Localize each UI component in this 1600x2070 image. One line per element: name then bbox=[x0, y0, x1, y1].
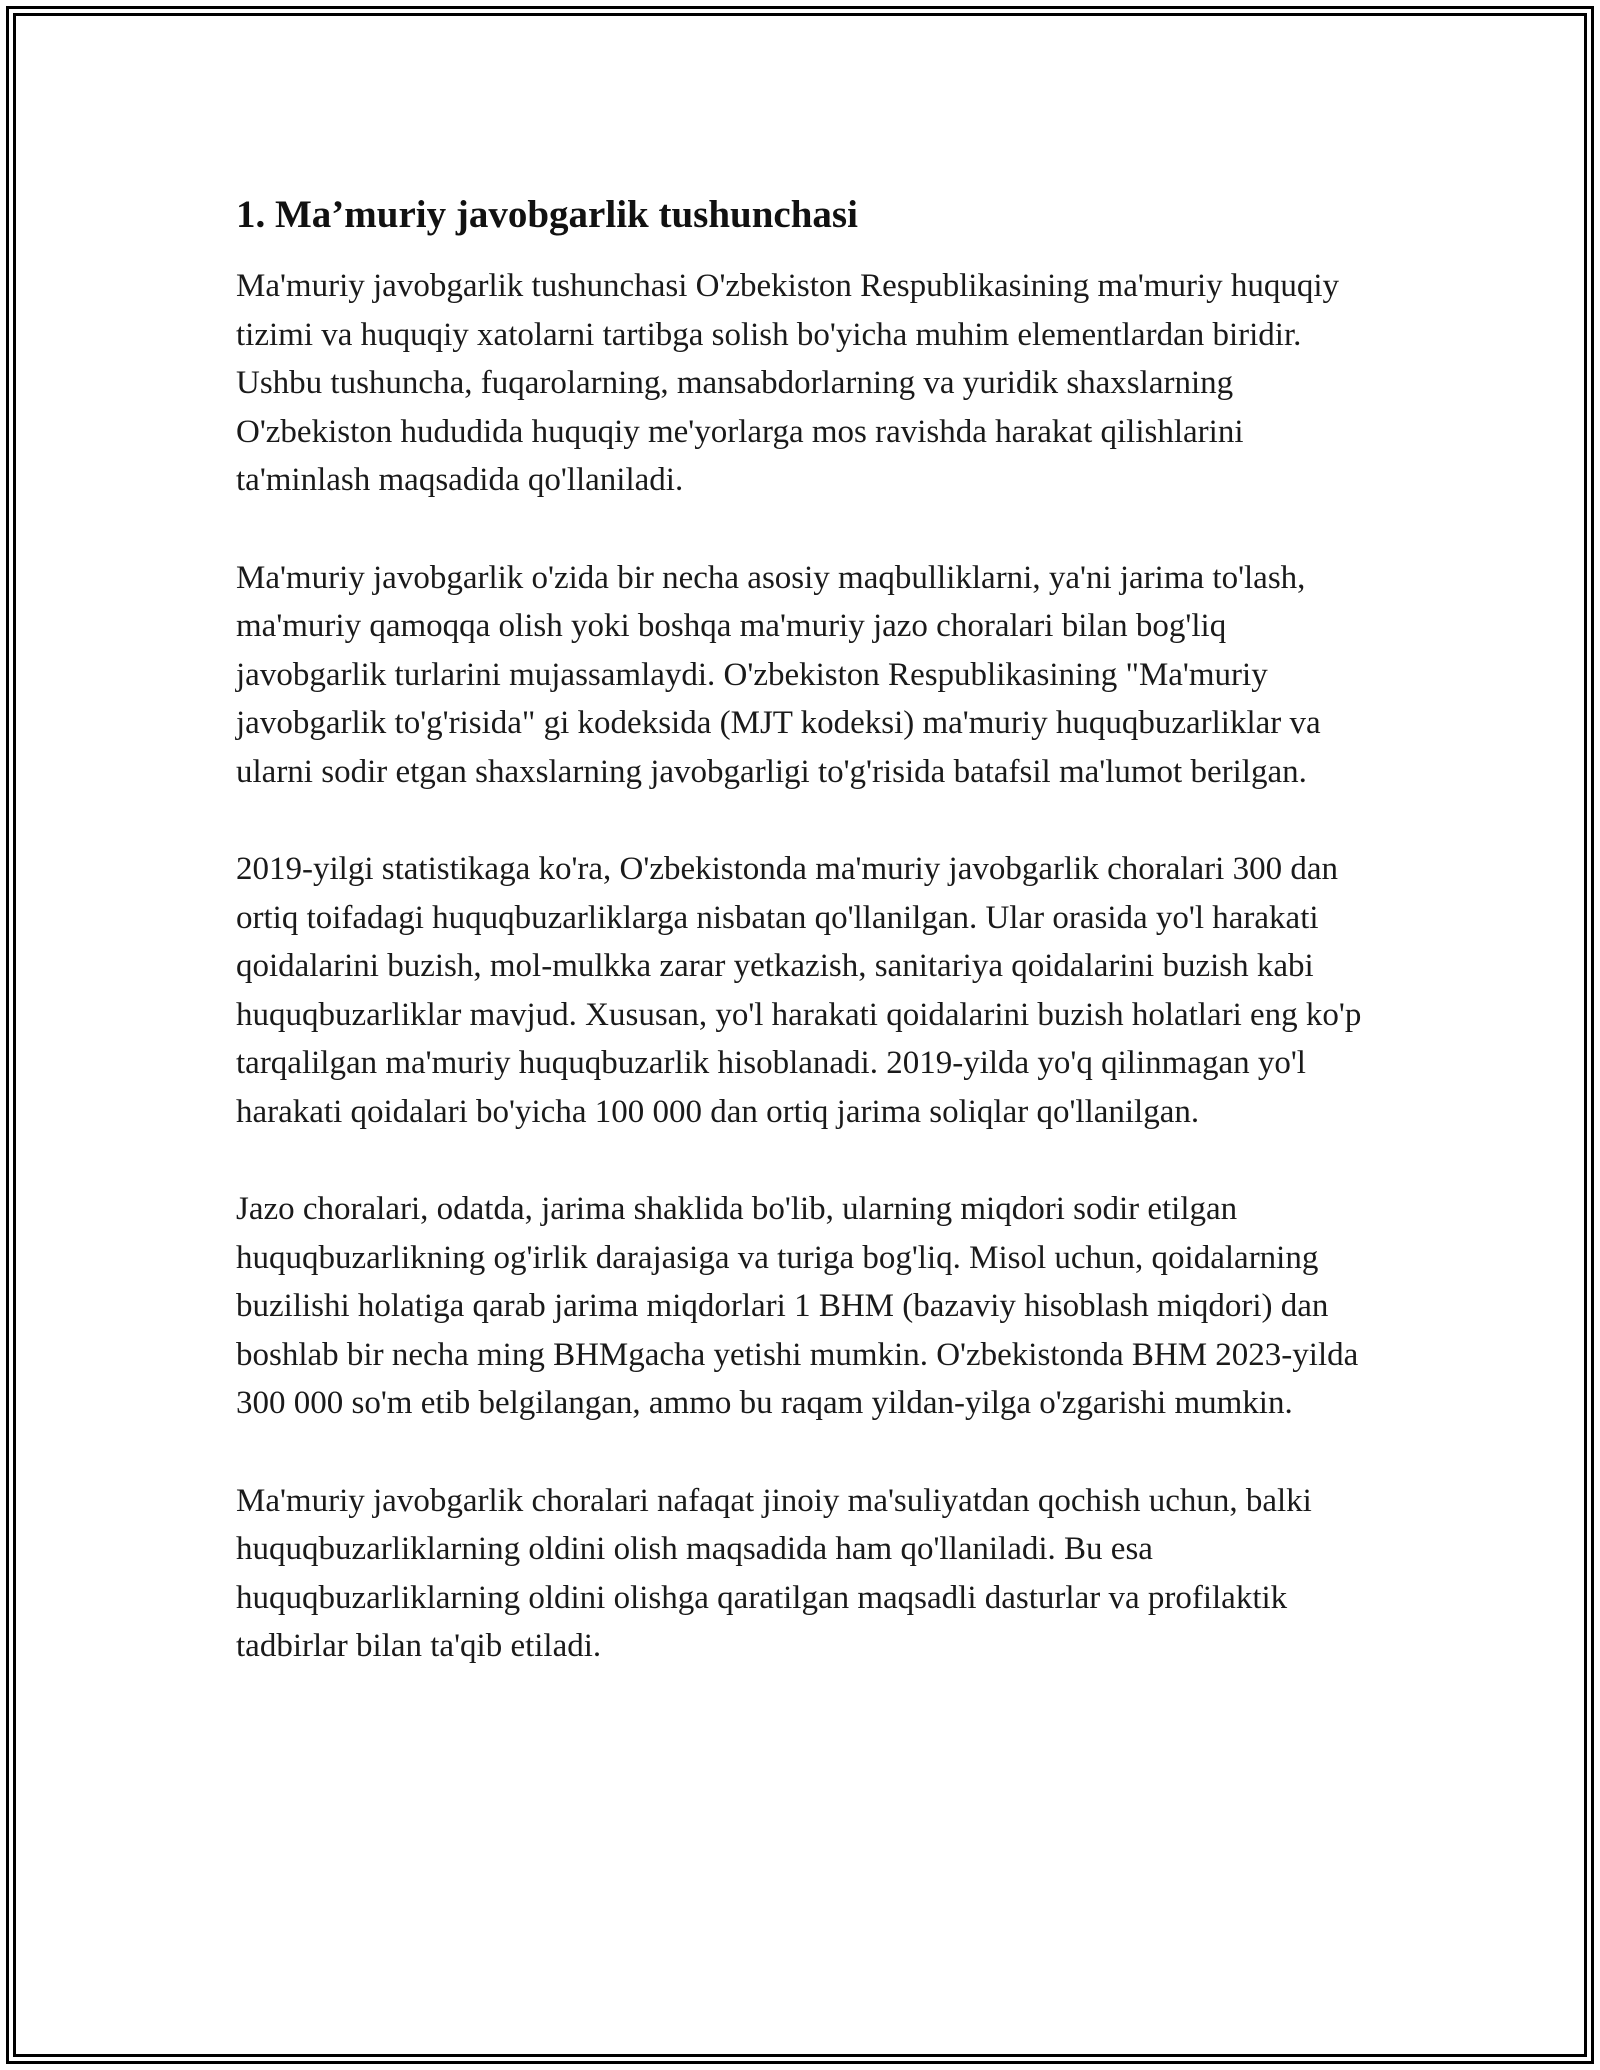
paragraph-penalty-types: Ma'muriy javobgarlik o'zida bir necha asosiy maqbulliklarni, ya'ni jarima to'lash, ma'muriy qamoqqa olish yoki boshqa ma'muriy jazo choralari bilan bog'liq javobgarlik turlarini mujassamlaydi. O'zbekiston Respublikasining "Ma'muriy javobgarlik to'g'risida" gi kodeksida (MJT kodeksi) ma'muriy huquqbuzarliklar va ularni sodir etgan shaxslarning javobgarligi to'g'risida batafsil ma'lumot berilgan. bbox=[236, 559, 1321, 790]
paragraph-definition: Ma'muriy javobgarlik tushunchasi O'zbekiston Respublikasining ma'muriy huquqiy tizimi va huquqiy xatolarni tartibga solish bo'yicha muhim elementlardan biridir. Ushbu tushuncha, fuqarolarning, mansabdorlarning va yuridik shaxslarning O'zbekiston hududida huquqiy me'yorlarga mos ravishda harakat qilishlarini ta'minlash maqsadida qo'llaniladi. bbox=[236, 268, 1340, 498]
document-body bbox=[236, 190, 1366, 1720]
section-heading: 1. Ma’muriy javobgarlik tushunchasi bbox=[236, 193, 858, 236]
paragraph-fines: Jazo choralari, odatda, jarima shaklida bo'lib, ularning miqdori sodir etilgan huquqbuzarlikning og'irlik darajasiga va turiga bog'liq. Misol uchun, qoidalarning buzilishi holatiga qarab jarima miqdorlari 1 BHM (bazaviy hisoblash miqdori) dan boshlab bir necha ming BHMgacha yetishi mumkin. O'zbekistonda BHM 2023-yilda 300 000 so'm etib belgilangan, ammo bu raqam yildan-yilga o'zgarishi mumkin. bbox=[236, 1191, 1359, 1421]
paragraph-prevention: Ma'muriy javobgarlik choralari nafaqat jinoiy ma'suliyatdan qochish uchun, balki huquqbuzarliklarning oldini olish maqsadida ham qo'llaniladi. Bu esa huquqbuzarliklarning oldini olishga qaratilgan maqsadli dasturlar va profilaktik tadbirlar bilan ta'qib etiladi. bbox=[236, 1482, 1312, 1664]
paragraph-statistics: 2019-yilgi statistikaga ko'ra, O'zbekistonda ma'muriy javobgarlik choralari 300 dan ortiq toifadagi huquqbuzarliklarga nisbatan qo'llanilgan. Ular orasida yo'l harakati qoidalarini buzish, mol-mulkka zarar yetkazish, sanitariya qoidalarini buzish kabi huquqbuzarliklar mavjud. Xususan, yo'l harakati qoidalarini buzish holatlari eng ko'p tarqalilgan ma'muriy huquqbuzarlik hisoblanadi. 2019-yilda yo'q qilinmagan yo'l harakati qoidalari bo'yicha 100 000 dan ortiq jarima soliqlar qo'llanilgan. bbox=[236, 851, 1362, 1130]
